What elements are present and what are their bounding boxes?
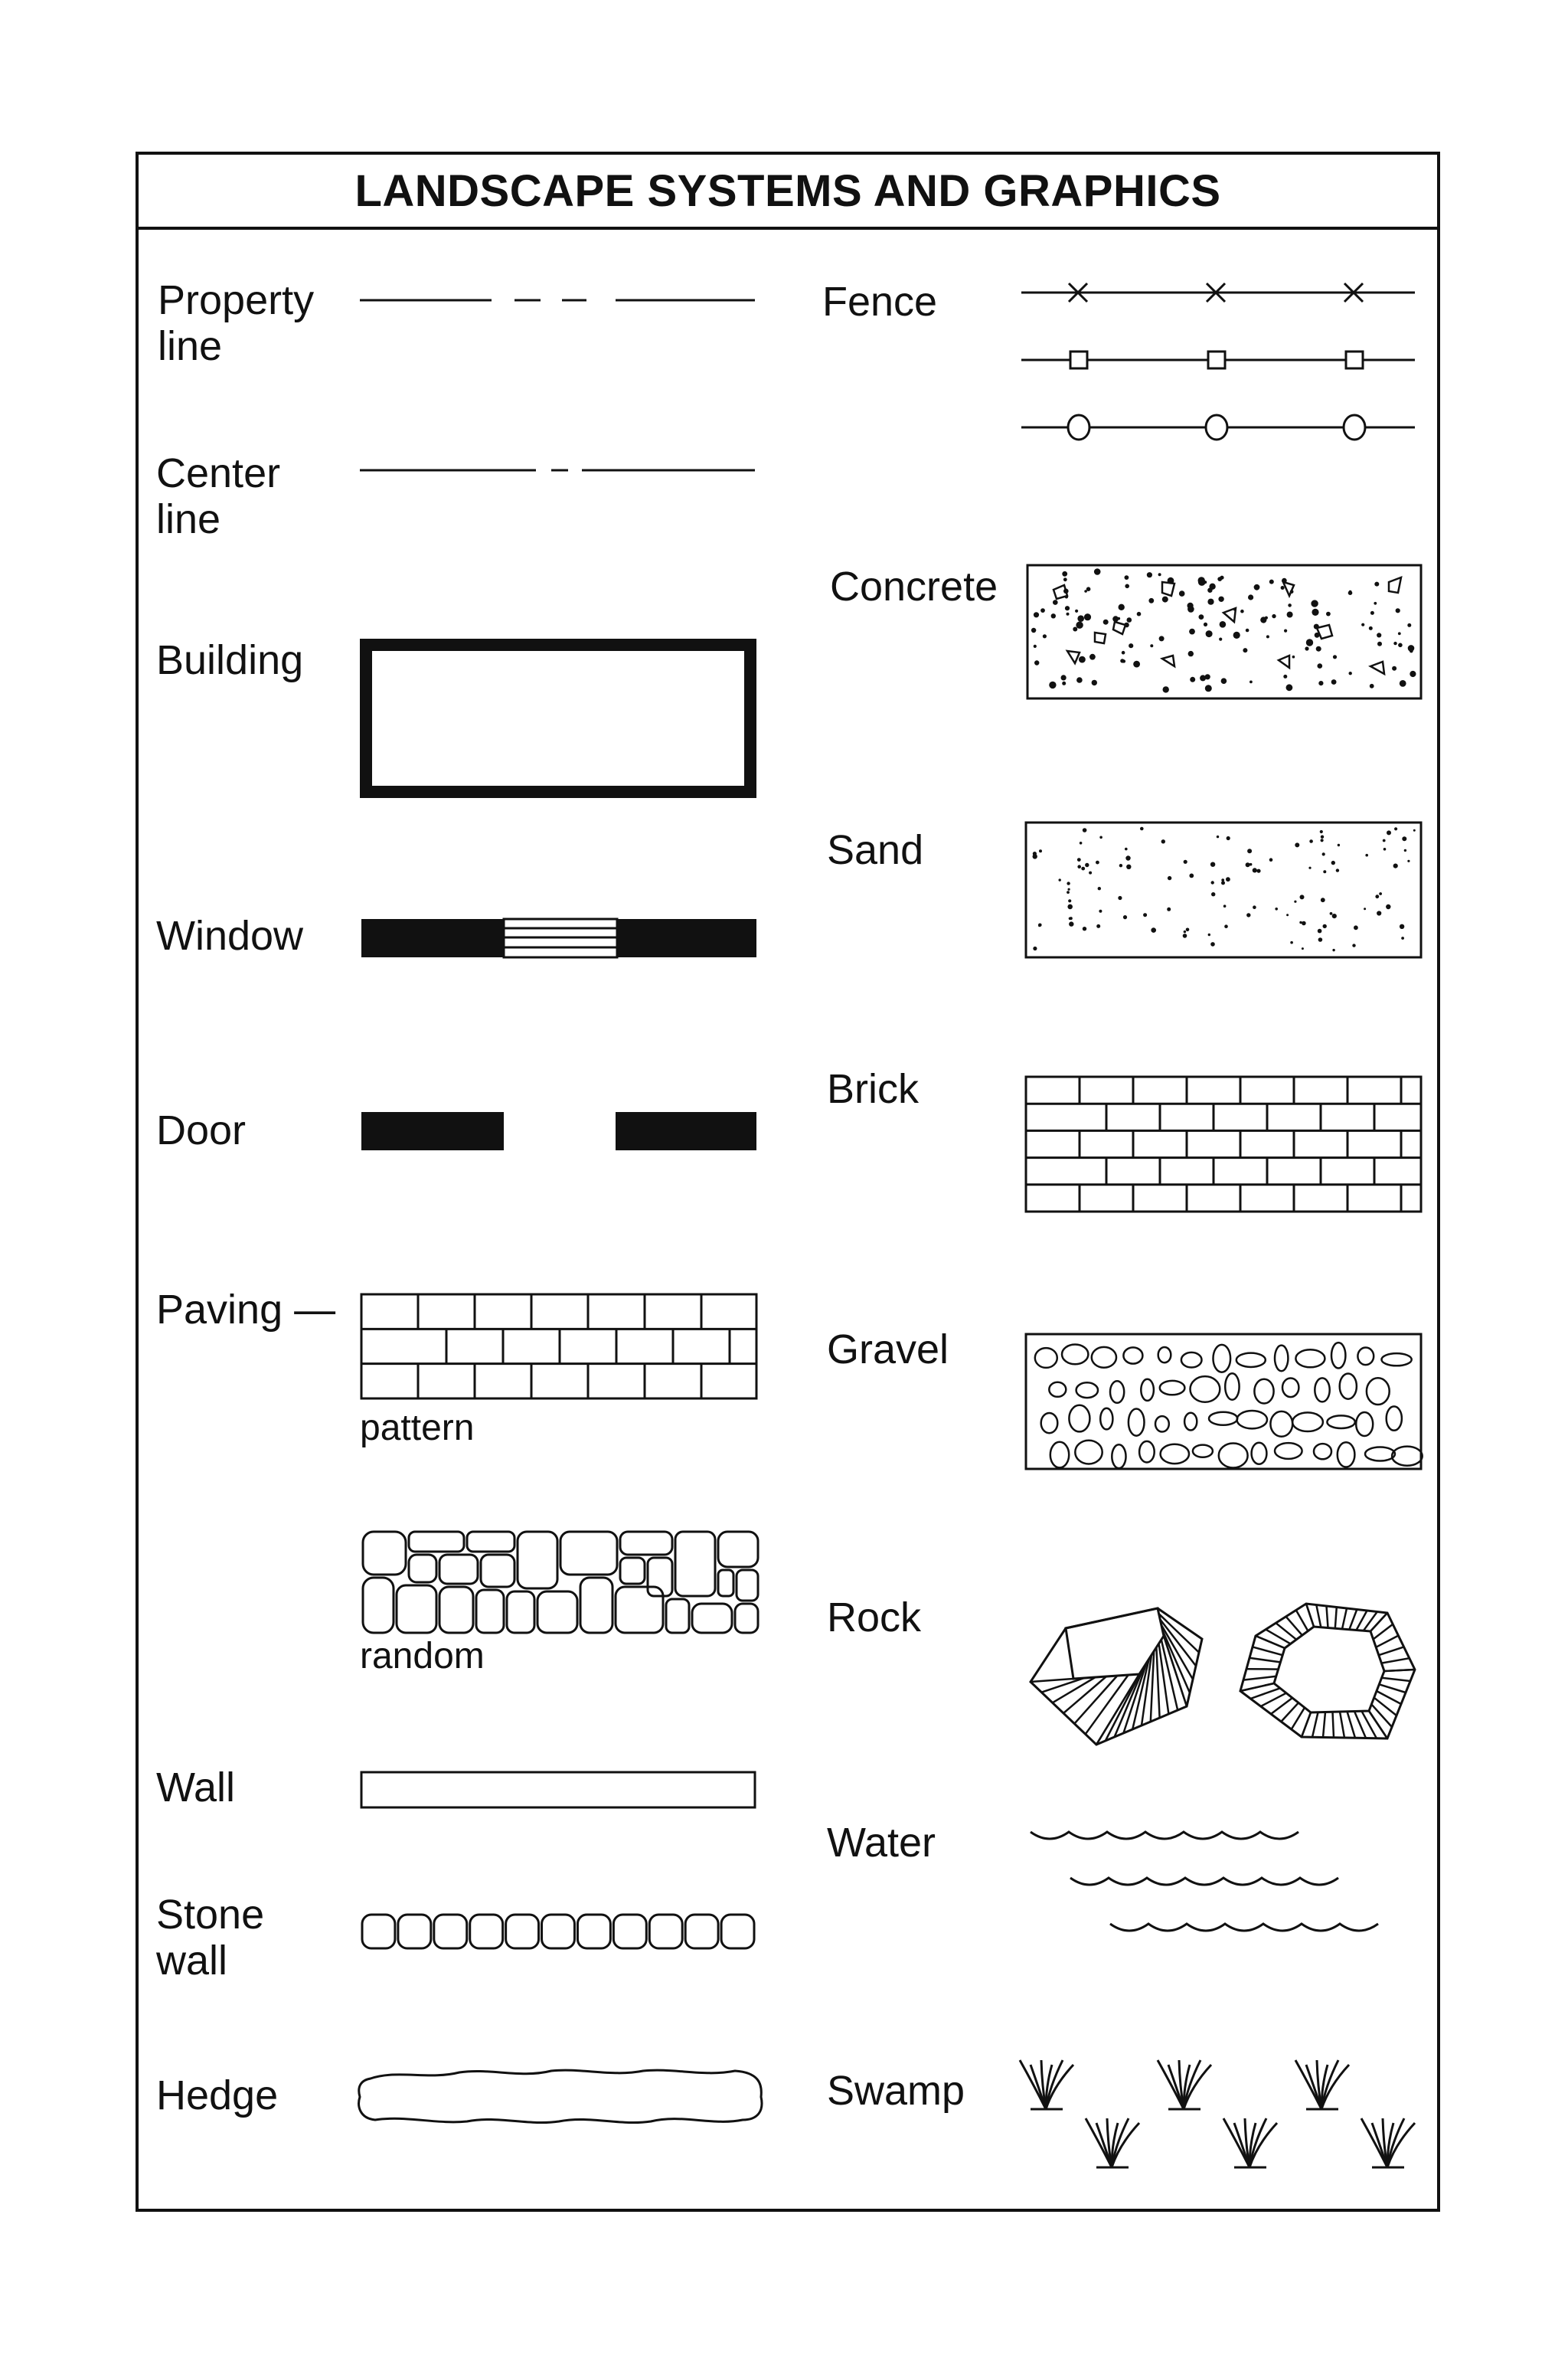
label-paving-pattern: pattern (360, 1408, 475, 1448)
legend-title: LANDSCAPE SYSTEMS AND GRAPHICS (354, 165, 1221, 216)
label-window: Window (156, 913, 304, 959)
label-swamp: Swamp (827, 2068, 965, 2114)
label-center-line: Center line (156, 450, 281, 542)
label-hedge: Hedge (156, 2072, 279, 2118)
label-building: Building (156, 637, 304, 683)
paving-pattern-symbol (361, 1294, 756, 1398)
label-concrete: Concrete (830, 564, 998, 610)
label-water: Water (827, 1820, 936, 1866)
label-door: Door (156, 1107, 247, 1153)
label-wall: Wall (156, 1765, 235, 1810)
label-paving-random: random (360, 1636, 485, 1676)
label-fence: Fence (822, 279, 938, 325)
label-sand: Sand (827, 827, 924, 873)
stone-wall-symbol (362, 1915, 754, 1948)
label-paving: Paving — (156, 1287, 336, 1333)
window-symbol (361, 919, 756, 957)
door-symbol (361, 1112, 756, 1150)
label-gravel: Gravel (827, 1326, 949, 1372)
water-symbol (1031, 1832, 1378, 1931)
label-brick: Brick (827, 1066, 919, 1112)
wall-symbol (361, 1772, 755, 1807)
swamp-symbol (1020, 2060, 1415, 2167)
paving-random-symbol (363, 1532, 758, 1633)
building-symbol (366, 645, 750, 792)
label-property-line: Property line (158, 277, 315, 369)
hedge-symbol (359, 2070, 762, 2122)
concrete-symbol (1027, 565, 1421, 698)
label-rock: Rock (827, 1595, 922, 1640)
label-stone-wall: Stone wall (156, 1892, 265, 1984)
rock-symbol (1031, 1604, 1415, 1745)
brick-symbol (1026, 1077, 1421, 1212)
fence-symbol (1021, 283, 1415, 440)
sand-symbol (1026, 823, 1421, 957)
gravel-symbol (1026, 1334, 1423, 1469)
